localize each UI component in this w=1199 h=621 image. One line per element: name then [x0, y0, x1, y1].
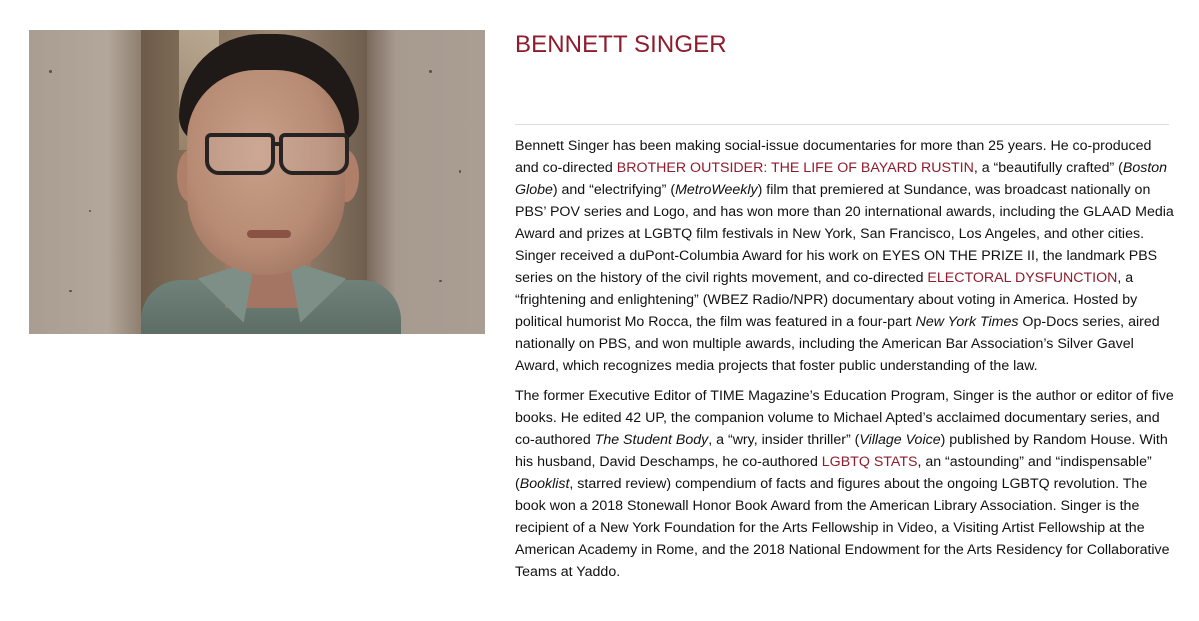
- paper-speck: [459, 170, 461, 173]
- bio-citation: MetroWeekly: [675, 182, 758, 198]
- bio-text-segment: , starred review) compendium of facts and figures about the ongoing LGBTQ revolution. The book won a 2018 Stonewall Honor Book Award from the American Library Association. Singer is the recipient of a New York Foundation for the Arts Fellowship in Video, a Visiting Artist Fellowship at the American Academy in Rome, and the 2018 National Endowment for the Arts Residency for Collaborative Teams at Yaddo.: [515, 476, 1170, 580]
- paper-speck: [69, 290, 72, 292]
- bio-text-segment: The former Executive Editor of TIME Magazine’s Education Program, Singer is the author or editor of five books. He edited 42 UP, the companion volume to Michael Apted’s acclaimed documentary series, and co-authored: [515, 388, 1174, 448]
- bio-book-title: The Student Body: [594, 432, 709, 448]
- glasses-right-lens: [279, 133, 349, 175]
- bio-paragraph-1: [515, 135, 1175, 377]
- bio-text-segment: Bennett Singer has been making social-issue documentaries for more than 25 years. He co-produced and co-directed: [515, 138, 1152, 176]
- paper-speck: [49, 70, 52, 73]
- bio-text-segment: Op-Docs series, aired nationally on PBS, and won multiple awards, including the American Bar Association’s Silver Gavel Award, which recognizes media projects that foster public understanding of the law.: [515, 314, 1160, 374]
- bio-text-segment: , an “astounding” and “indispensable” (: [515, 454, 1152, 492]
- bio-text: [515, 135, 1175, 591]
- paper-speck: [439, 280, 442, 282]
- page-title: BENNETT SINGER: [515, 31, 727, 58]
- brother-outsider-link[interactable]: BROTHER OUTSIDER: THE LIFE OF BAYARD RUSTIN: [616, 160, 974, 176]
- bio-text-segment: , a “frightening and enlightening” (WBEZ Radio/NPR) documentary about voting in America. Hosted by political humorist Mo Rocca, the film was featured in a four-part: [515, 270, 1138, 330]
- glasses-left-lens: [205, 133, 275, 175]
- bio-paragraph-2: [515, 385, 1175, 583]
- photo-background-left: [29, 30, 141, 334]
- bio-citation: New York Times: [915, 314, 1019, 330]
- bio-text-segment: ) film that premiered at Sundance, was broadcast nationally on PBS’ POV series and Logo, and has won more than 20 international awards, including the GLAAD Media Award and prizes at LGBTQ film festivals in New York, San Francisco, Los Angeles, and other cities. Singer received a duPont-Columbia Award for his work on EYES ON THE PRIZE II, the landmark PBS series on the history of the civil rights movement, and co-directed: [515, 182, 1174, 286]
- profile-photo: [29, 30, 485, 334]
- lgbtq-stats-link[interactable]: LGBTQ STATS: [821, 454, 918, 470]
- bio-text-segment: ) published by Random House. With his husband, David Deschamps, he co-authored: [515, 432, 1168, 470]
- bio-text-segment: , a “wry, insider thriller” (: [708, 432, 860, 448]
- bio-citation: Boston Globe: [515, 160, 1168, 198]
- paper-speck: [89, 210, 91, 212]
- paper-speck: [429, 70, 432, 73]
- portrait-mouth: [247, 230, 291, 238]
- bio-citation: Village Voice: [859, 432, 941, 448]
- bio-text-segment: ) and “electrifying” (: [552, 182, 676, 198]
- bio-citation: Booklist: [519, 476, 570, 492]
- electoral-dysfunction-link[interactable]: ELECTORAL DYSFUNCTION: [927, 270, 1118, 286]
- bio-text-segment: , a “beautifully crafted” (: [973, 160, 1123, 176]
- title-divider: [515, 124, 1169, 125]
